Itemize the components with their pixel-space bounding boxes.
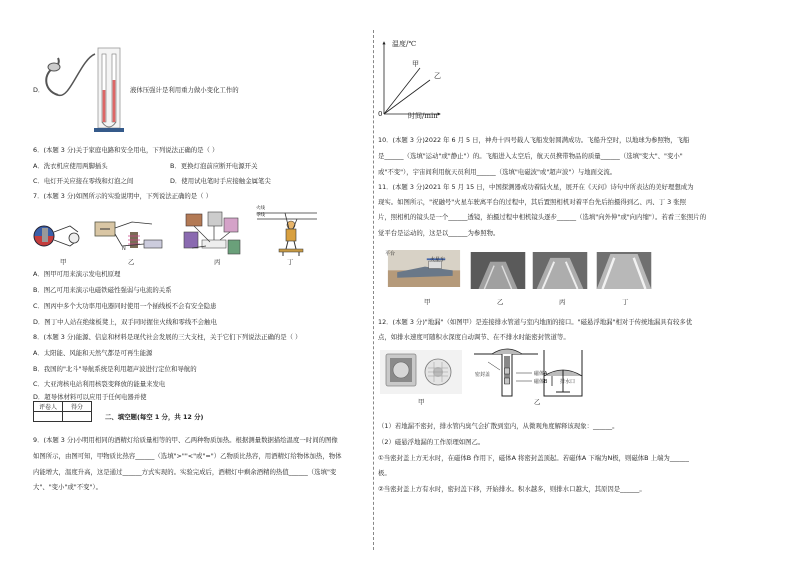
q7-figure-yi [92, 216, 167, 256]
q11-photo-label-platform: 平台 [385, 251, 396, 257]
q5-option-d-text: 液体压强计是利用重力做小变化工作的 [130, 86, 239, 94]
q11-photo-yi [470, 252, 526, 289]
section-2-heading: 二、填空题(每空 1 分，共 12 分) [105, 413, 204, 421]
q8-option-c[interactable]: C．大亚湾核电站利用核裂变释放的能量来发电 [33, 380, 166, 388]
q10-line-1: 10．(本题 3 分)2022 年 6 月 5 日，神舟十四号载人飞船发射圆满成功。飞船升空时，以地球为参照物，飞船 [378, 136, 690, 144]
q12-floor-drain-photo [380, 350, 462, 394]
q7-option-c[interactable]: C．图丙中多个大功率用电器同时使用一个插线板不会有安全隐患 [33, 302, 217, 310]
q7-fig-label-yi: 乙 [128, 258, 135, 266]
svg-text:N: N [122, 246, 126, 252]
q7-stem: 7．(本题 3 分)如图所示的实验说明中，下列说法正确的是（ ） [33, 192, 212, 200]
q11-photo-jia [385, 250, 463, 287]
q7-wire-live: 火线 [256, 206, 265, 211]
graph-x-label: 时间/min [408, 112, 438, 120]
q6-option-a[interactable]: A．洗衣机应使用两脚插头 [33, 162, 108, 170]
q9-line-1: 9．(本题 3 分)小明用相同的酒精灯给质量相等的甲、乙两种物质加热。根据测量数据描绘温度一时间的图像 [33, 436, 338, 444]
q12-part-magnet-b: 磁体B [534, 379, 548, 385]
q11-line-2: 现实。如图所示，"祝融号"火星车驶离平台的过程中，其后置照相机对着平台先后拍摄得到乙、丙、丁 3 张照 [378, 198, 686, 206]
score-table-grader-cell[interactable] [34, 412, 63, 422]
q12-fig-label-yi: 乙 [534, 398, 541, 406]
graph-y-label: 温度/℃ [392, 40, 417, 48]
q12-sub-3: ①当密封盖上方无水时，在磁体B 作用下，磁体A 将密封盖顶起。若磁体A 下端为N极，则磁体B 上端为______ [378, 454, 689, 462]
score-table-score-header: 得分 [63, 402, 92, 412]
q11-photo-caption-jia: 甲 [424, 298, 431, 306]
q7-option-d[interactable]: D．图丁中人站在绝缘板凳上，双手同时握住火线和零线不会触电 [33, 318, 217, 326]
q12-part-seal-cover: 密封盖 [475, 372, 491, 378]
q12-part-drain-outlet: 排水口 [560, 379, 576, 385]
q8-option-a[interactable]: A．太阳能、风能和天然气都是可再生能源 [33, 349, 153, 357]
q12-sub-1: （1）若地漏不密封，排水管内臭气会扩散到室内，从微观角度解释该现象：______。 [378, 422, 619, 430]
q6-option-c[interactable]: C．电灯开关应接在零线和灯泡之间 [33, 177, 134, 185]
q9-line-4: 大"、"变小"或"不变"）。 [33, 483, 103, 491]
q12-line-1: 12．(本题 3 分)"地漏"（如图甲）是连接排水管道与室内地面的接口。"磁悬浮地漏"相对于传统地漏具有较多优 [378, 318, 693, 326]
q11-photo-caption-yi: 乙 [497, 298, 504, 306]
graph-series-yi: 乙 [434, 72, 441, 80]
q7-figure-bing [180, 210, 245, 258]
q11-photo-label-rover: 火星车 [430, 257, 446, 263]
q11-photo-caption-bing: 丙 [559, 298, 566, 306]
q10-line-2: 是______（选填"运动"或"静止"）的。飞船进入太空后，航天员携带物品的质量______（选填"变大"、"变小" [378, 152, 683, 160]
q8-option-d[interactable]: D．超导体材料可以应用于任何电器并使 [33, 393, 147, 401]
q8-option-b[interactable]: B．我国的"北斗"导航系统是利用超声波进行定位和导航的 [33, 365, 197, 373]
q9-line-3: 内能增大，温度升高，这是通过______方式实现的。实验完成后，酒精灯中剩余酒精的热值______（选填"变 [33, 468, 337, 476]
score-table [33, 401, 92, 422]
q12-sub-4: ②当密封盖上方有水时，密封盖下移，开始排水。积水越多，则排水口越大，其原因是______。 [378, 485, 646, 493]
q6-option-b[interactable]: B．更换灯泡前应断开电源开关 [170, 162, 258, 170]
q7-fig-label-jia: 甲 [60, 258, 67, 266]
q12-line-2: 点，如排水速度可随积水深度自动调节、在不排水时能密封管道等。 [378, 333, 570, 341]
q11-photo-ding [596, 252, 652, 289]
q8-stem: 8．(本题 3 分)能源、信息和材料是现代社会发展的三大支柱，关于它们下列说法正确的是（ ） [33, 333, 302, 341]
q12-sub-2: （2）磁悬浮地漏的工作原理如图乙。 [378, 438, 485, 446]
q11-photo-caption-ding: 丁 [622, 298, 629, 306]
q7-option-a[interactable]: A．图甲可用来演示发电机原理 [33, 270, 121, 278]
q11-photo-bing [532, 252, 588, 289]
q12-sub-3-cont: 极。 [378, 469, 391, 477]
q12-fig-label-jia: 甲 [418, 398, 425, 406]
q11-line-4: 觉平台是运动的，这是以______为参照物。 [378, 229, 500, 237]
q7-fig-label-ding: 丁 [287, 258, 294, 266]
q10-line-3: 或"不变"），宇宙间利用航天员利用______（选填"电磁波"或"超声波"）与地面交流。 [378, 168, 617, 176]
q11-line-3: 片，照相机的镜头是一个______透镜，拍摄过程中相机镜头逐步______（选填"向外伸"或"向内缩"）。若看三张照片的 [378, 213, 707, 221]
q7-figure-jia [30, 218, 85, 256]
q6-stem: 6．(本题 3 分)关于家庭电路和安全用电，下列说法正确的是（ ） [33, 146, 219, 154]
graph-origin: 0 [378, 110, 383, 118]
graph-series-jia: 甲 [412, 60, 419, 68]
q5-option-d-label: D． [33, 86, 45, 94]
q7-fig-label-bing: 丙 [214, 258, 221, 266]
q7-wire-neutral: 零线 [256, 213, 265, 218]
q7-option-b[interactable]: B．图乙可用来演示电磁铁磁性强弱与电流的关系 [33, 286, 172, 294]
q6-option-d[interactable]: D．使用试电笔时手应接触金属笔尖 [170, 177, 271, 185]
score-table-grader-header: 评卷人 [34, 402, 63, 412]
q12-part-magnet-a: 磁体A [534, 371, 548, 377]
q9-line-2: 如图所示，由图可知，甲物质比热容______（选填">""<"或"="）乙物质比热容，用酒精灯给物体加热，物体 [33, 452, 342, 460]
pressure-gauge-figure [40, 40, 130, 135]
score-table-score-cell[interactable] [63, 412, 92, 422]
q11-line-1: 11．(本题 3 分)2021 年 5 月 15 日，中国探测器成功着陆火星，展开在《天问》诗句中所表达的美好理想成为 [378, 183, 694, 191]
